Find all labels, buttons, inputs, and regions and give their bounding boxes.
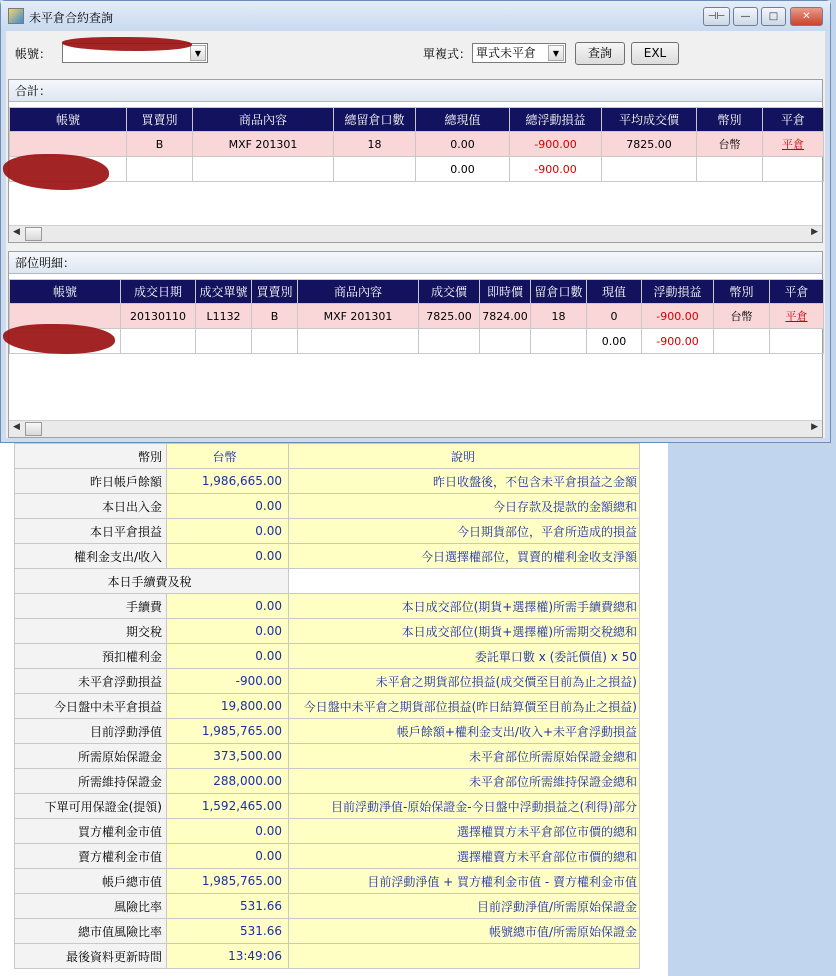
account-label: 帳號： [15, 47, 52, 61]
table-row [15, 944, 640, 969]
row-description: 今日盤中未平倉之期貨部位損益(昨日結算價至目前為止之損益) [289, 694, 640, 719]
row-label: 期交稅 [15, 619, 167, 644]
row-label: 總市值風險比率 [15, 919, 167, 944]
scroll-right-icon[interactable]: ▶ [811, 422, 818, 432]
detail-grid-header [10, 280, 824, 304]
row-description: 目前浮動淨值-原始保證金-今日盤中浮動損益之(利得)部分 [289, 794, 640, 819]
currency-cell: 台幣 [714, 304, 770, 329]
row-description: 帳號總市值/所需原始保證金 [289, 919, 640, 944]
col-side[interactable]: 買賣別 [127, 108, 193, 132]
background-desktop [668, 430, 836, 976]
window-title: 未平倉合約查詢 [29, 11, 114, 25]
row-label: 最後資料更新時間 [15, 944, 167, 969]
row-value: 288,000.00 [167, 769, 289, 794]
col-currency[interactable]: 幣別 [714, 280, 770, 304]
col-account[interactable]: 帳號 [10, 280, 121, 304]
empty-cell [334, 157, 416, 182]
fee-section-title: 本日手續費及稅 [15, 569, 289, 594]
empty-cell [127, 157, 193, 182]
query-button[interactable]: 查詢 [575, 42, 625, 65]
table-row [15, 594, 640, 619]
minimize-button[interactable]: — [733, 7, 758, 26]
row-description: 目前浮動淨值/所需原始保證金 [289, 894, 640, 919]
col-side[interactable]: 買賣別 [252, 280, 298, 304]
empty-cell [697, 157, 763, 182]
empty-cell [770, 329, 824, 354]
table-row[interactable] [10, 157, 824, 182]
total-value-cell: 0.00 [416, 157, 510, 182]
row-description: 帳戶餘額+權利金支出/收入+未平倉浮動損益 [289, 719, 640, 744]
qty-cell: 18 [334, 132, 416, 157]
product-cell: MXF 201301 [193, 132, 334, 157]
row-value: 0.00 [167, 844, 289, 869]
table-row [15, 719, 640, 744]
row-description: 今日期貨部位，平倉所造成的損益 [289, 519, 640, 544]
pin-button[interactable]: ⊣⊢ [703, 7, 730, 26]
currency-label: 幣別 [15, 444, 167, 469]
window-client [6, 31, 825, 438]
col-order-no[interactable]: 成交單號 [196, 280, 252, 304]
col-total-value[interactable]: 總現值 [416, 108, 510, 132]
scroll-left-icon[interactable]: ◀ [13, 227, 20, 237]
row-value: 0.00 [167, 594, 289, 619]
row-value: 0.00 [167, 819, 289, 844]
table-row [15, 644, 640, 669]
summary-grid-header [10, 108, 824, 132]
avg-price-cell: 7825.00 [602, 132, 697, 157]
row-value: 0.00 [167, 644, 289, 669]
pnl-cell: -900.00 [642, 304, 714, 329]
scroll-thumb[interactable] [25, 422, 42, 436]
empty-cell [298, 329, 419, 354]
trade-price-cell: 7825.00 [419, 304, 480, 329]
detail-grid [9, 279, 824, 354]
empty-cell [602, 157, 697, 182]
table-row[interactable] [10, 329, 824, 354]
table-row[interactable] [10, 304, 824, 329]
close-position-link-text[interactable]: 平倉 [782, 138, 804, 151]
account-summary-table [14, 443, 640, 969]
trade-date-cell: 20130110 [121, 304, 196, 329]
row-description: 本日成交部位(期貨+選擇權)所需手續費總和 [289, 594, 640, 619]
side-cell: B [127, 132, 193, 157]
account-cell [10, 132, 127, 157]
col-total-qty[interactable]: 總留倉口數 [334, 108, 416, 132]
table-row [15, 694, 640, 719]
product-cell: MXF 201301 [298, 304, 419, 329]
table-row [15, 794, 640, 819]
chevron-down-icon: ▼ [548, 45, 564, 61]
position-query-window [0, 0, 831, 443]
mode-select[interactable] [472, 43, 566, 63]
row-label: 所需維持保證金 [15, 769, 167, 794]
row-label: 今日盤中未平倉損益 [15, 694, 167, 719]
table-row [15, 744, 640, 769]
summary-heading: 合計： [9, 80, 822, 102]
row-label: 本日出入金 [15, 494, 167, 519]
currency-value: 台幣 [167, 444, 289, 469]
mode-label: 單複式： [423, 47, 472, 61]
table-row [15, 844, 640, 869]
fee-section-row [15, 569, 640, 594]
summary-header-row [15, 444, 640, 469]
row-label: 帳戶總市值 [15, 869, 167, 894]
row-description [289, 944, 640, 969]
col-pnl[interactable]: 浮動損益 [642, 280, 714, 304]
export-excel-button[interactable]: EXL [631, 42, 679, 65]
summary-grid [9, 107, 824, 182]
row-description: 未平倉部位所需維持保證金總和 [289, 769, 640, 794]
redaction-mark [3, 154, 109, 190]
maximize-button[interactable]: □ [761, 7, 786, 26]
row-description: 選擇權賣方未平倉部位市價的總和 [289, 844, 640, 869]
row-description: 未平倉部位所需原始保證金總和 [289, 744, 640, 769]
col-qty[interactable]: 留倉口數 [531, 280, 587, 304]
close-position-link[interactable] [763, 132, 824, 157]
pnl-cell: -900.00 [510, 132, 602, 157]
row-label: 權利金支出/收入 [15, 544, 167, 569]
title-bar[interactable] [1, 1, 830, 31]
table-row [15, 869, 640, 894]
row-description: 目前浮動淨值 + 買方權利金市值 - 賣方權利金市值 [289, 869, 640, 894]
empty-cell [531, 329, 587, 354]
col-close[interactable]: 平倉 [770, 280, 824, 304]
empty-cell [252, 329, 298, 354]
col-total-pnl[interactable]: 總浮動損益 [510, 108, 602, 132]
row-value: 1,985,765.00 [167, 869, 289, 894]
row-value: 0.00 [167, 544, 289, 569]
row-label: 買方權利金市值 [15, 819, 167, 844]
row-label: 預扣權利金 [15, 644, 167, 669]
table-row [15, 469, 640, 494]
row-value: 0.00 [167, 619, 289, 644]
detail-heading: 部位明細： [9, 252, 822, 274]
row-description: 選擇權買方未平倉部位市價的總和 [289, 819, 640, 844]
app-icon [8, 8, 24, 24]
scroll-left-icon[interactable]: ◀ [13, 422, 20, 432]
row-description: 未平倉之期貨部位損益(成交價至目前為止之損益) [289, 669, 640, 694]
close-position-link-text[interactable]: 平倉 [785, 310, 808, 323]
col-trade-date[interactable]: 成交日期 [121, 280, 196, 304]
row-value: 1,985,765.00 [167, 719, 289, 744]
order-no-cell: L1132 [196, 304, 252, 329]
row-value: -900.00 [167, 669, 289, 694]
total-value-cell: 0.00 [587, 329, 642, 354]
row-value: 531.66 [167, 919, 289, 944]
summary-section [8, 79, 823, 243]
col-close[interactable]: 平倉 [763, 108, 824, 132]
row-label: 目前浮動淨值 [15, 719, 167, 744]
table-row [15, 819, 640, 844]
table-row [15, 619, 640, 644]
description-header: 說明 [289, 444, 640, 469]
row-value: 1,986,665.00 [167, 469, 289, 494]
value-cell: 0.00 [416, 132, 510, 157]
row-description: 昨日收盤後，不包含未平倉損益之金額 [289, 469, 640, 494]
mode-select-value: 單式未平倉 [476, 46, 537, 60]
empty-cell [763, 157, 824, 182]
empty-cell [193, 157, 334, 182]
table-row [15, 919, 640, 944]
scroll-thumb[interactable] [25, 227, 42, 241]
row-label: 手續費 [15, 594, 167, 619]
row-value: 0.00 [167, 519, 289, 544]
col-value[interactable]: 現值 [587, 280, 642, 304]
empty-cell [121, 329, 196, 354]
col-account[interactable]: 帳號 [10, 108, 127, 132]
col-avg-price[interactable]: 平均成交價 [602, 108, 697, 132]
row-label: 昨日帳戶餘額 [15, 469, 167, 494]
row-value: 373,500.00 [167, 744, 289, 769]
chevron-down-icon: ▼ [190, 45, 206, 61]
row-value: 531.66 [167, 894, 289, 919]
last-price-cell: 7824.00 [480, 304, 531, 329]
qty-cell: 18 [531, 304, 587, 329]
table-row[interactable] [10, 132, 824, 157]
col-product[interactable]: 商品內容 [298, 280, 419, 304]
empty-cell [196, 329, 252, 354]
scroll-right-icon[interactable]: ▶ [811, 227, 818, 237]
empty-cell [289, 569, 640, 594]
row-label: 賣方權利金市值 [15, 844, 167, 869]
currency-cell: 台幣 [697, 132, 763, 157]
table-row [15, 669, 640, 694]
row-label: 下單可用保證金(提領) [15, 794, 167, 819]
total-pnl-cell: -900.00 [510, 157, 602, 182]
row-value: 0.00 [167, 494, 289, 519]
row-description: 今日存款及提款的金額總和 [289, 494, 640, 519]
row-value: 13:49:06 [167, 944, 289, 969]
row-description: 本日成交部位(期貨+選擇權)所需期交稅總和 [289, 619, 640, 644]
row-label: 本日平倉損益 [15, 519, 167, 544]
table-row [15, 519, 640, 544]
detail-section [8, 251, 823, 438]
col-last-price[interactable]: 即時價 [480, 280, 531, 304]
table-row [15, 769, 640, 794]
close-button[interactable]: ✕ [790, 7, 823, 26]
summary-hscrollbar[interactable] [9, 225, 822, 242]
row-label: 風險比率 [15, 894, 167, 919]
row-value: 19,800.00 [167, 694, 289, 719]
empty-cell [480, 329, 531, 354]
total-pnl-cell: -900.00 [642, 329, 714, 354]
row-label: 所需原始保證金 [15, 744, 167, 769]
table-row [15, 894, 640, 919]
empty-cell [419, 329, 480, 354]
close-position-link[interactable] [770, 304, 824, 329]
row-description: 今日選擇權部位，買賣的權利金收支淨額 [289, 544, 640, 569]
table-row [15, 544, 640, 569]
empty-cell [714, 329, 770, 354]
col-currency[interactable]: 幣別 [697, 108, 763, 132]
side-cell: B [252, 304, 298, 329]
col-trade-price[interactable]: 成交價 [419, 280, 480, 304]
col-product[interactable]: 商品內容 [193, 108, 334, 132]
value-cell: 0 [587, 304, 642, 329]
row-label: 未平倉浮動損益 [15, 669, 167, 694]
row-description: 委託單口數 x (委託價值) x 50 [289, 644, 640, 669]
table-row [15, 494, 640, 519]
detail-hscrollbar[interactable] [9, 420, 822, 437]
row-value: 1,592,465.00 [167, 794, 289, 819]
